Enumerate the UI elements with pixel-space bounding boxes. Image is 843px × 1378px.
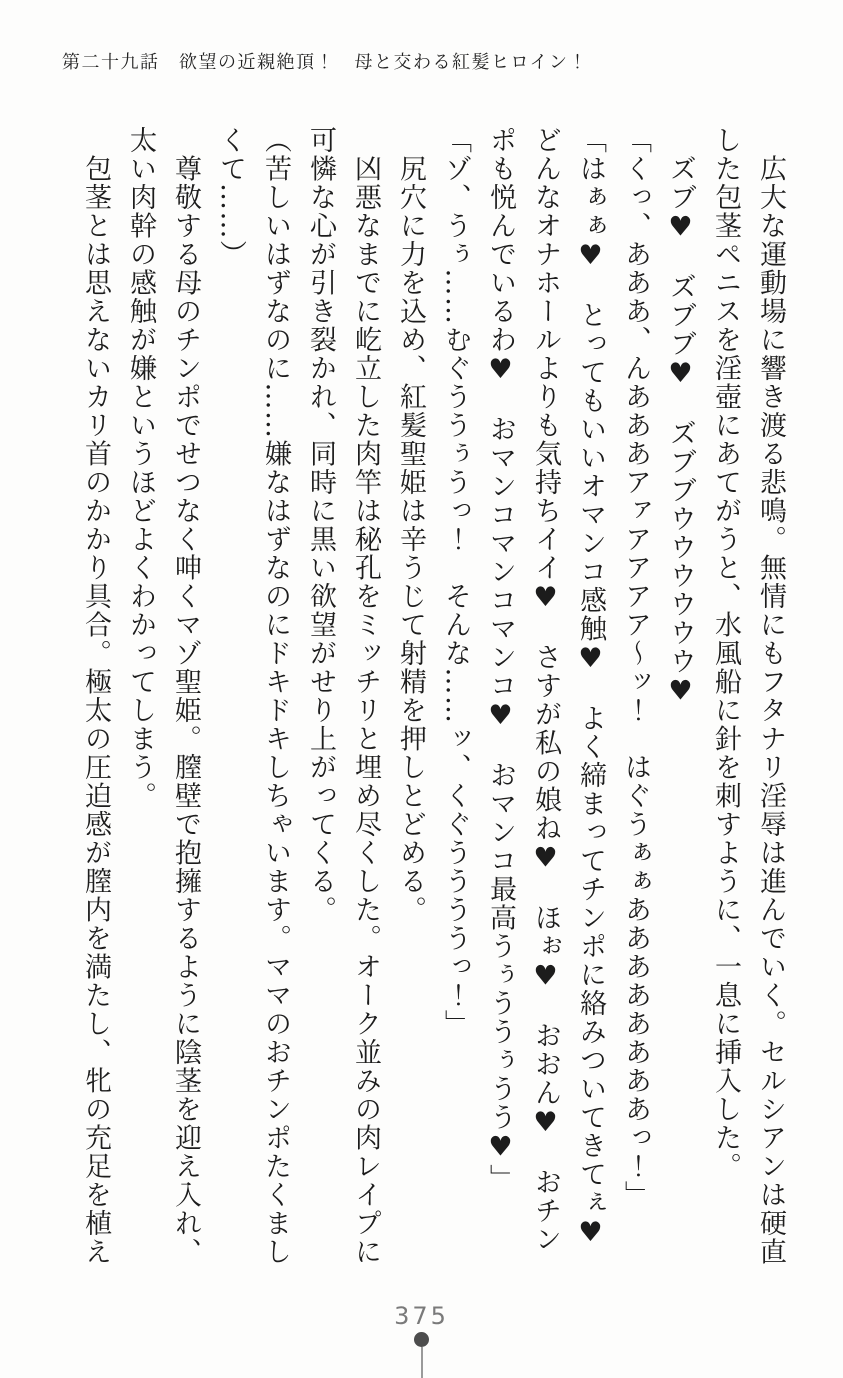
footer-dot-ornament (414, 1332, 429, 1347)
vertical-text-block (73, 126, 793, 1276)
paragraph: （苦しいはずなのに……嫌なはずなのにドキドキしちゃいます。ママのおチンポたくましくて……） (215, 126, 291, 1266)
paragraph: 「ゾ、うぅ……むぐううぅうっ！ そんな……ッ、くぐううううっ！」 (440, 126, 471, 1038)
paragraph: 尻穴に力を込め、紅髪聖姫は辛うじて射精を押しとどめる。 (395, 126, 426, 924)
paragraph: ズブ♥ ズブブ♥ ズブブウウウウウウ♥ (665, 126, 696, 708)
paragraph: 尊敬する母のチンポでせつなく呻くマゾ聖姫。膣壁で抱擁するように陰茎を迎え入れ、太い肉幹の感触が嫌というほどよくわかってしまう。 (125, 126, 201, 1266)
page-number: 375 (394, 1302, 449, 1330)
paragraph: 「はぁぁ♥ とってもいいオマンコ感触♥ よく締まってチンポに絡みついてきてぇ♥どんなオナホールよりも気持ちイイ♥ さすが私の娘ね♥ ほぉ♥ おおん♥ おチンポも悦んでいるわ♥ おマンコマンコマンコ♥ おマンコ最高うぅううぅうう♥」 (485, 126, 606, 1254)
paragraph: 包茎とは思えないカリ首のかかり具合。極太の圧迫感が膣内を満たし、牝の充足を植え (80, 126, 111, 1266)
page-footer (0, 1303, 843, 1378)
paragraph: 凶悪なまでに屹立した肉竿は秘孔をミッチリと埋め尽くした。オーク並みの肉レイプに可憐な心が引き裂かれ、同時に黒い欲望がせり上がってくる。 (305, 126, 381, 1266)
footer-stem-ornament (421, 1347, 423, 1378)
chapter-header: 第二十九話 欲望の近親絶頂！ 母と交わる紅髪ヒロイン！ (62, 52, 588, 73)
paragraph: 広大な運動場に響き渡る悲鳴。無情にもフタナリ淫辱は進んでいく。セルシアンは硬直した包茎ペニスを淫壺にあてがうと、水風船に針を刺すように、一息に挿入した。 (710, 126, 786, 1266)
paragraph: 「くっ、あああ、んあああアァアアアア～ッ！ はぐうぁぁああああああああっ！」 (620, 126, 651, 1209)
